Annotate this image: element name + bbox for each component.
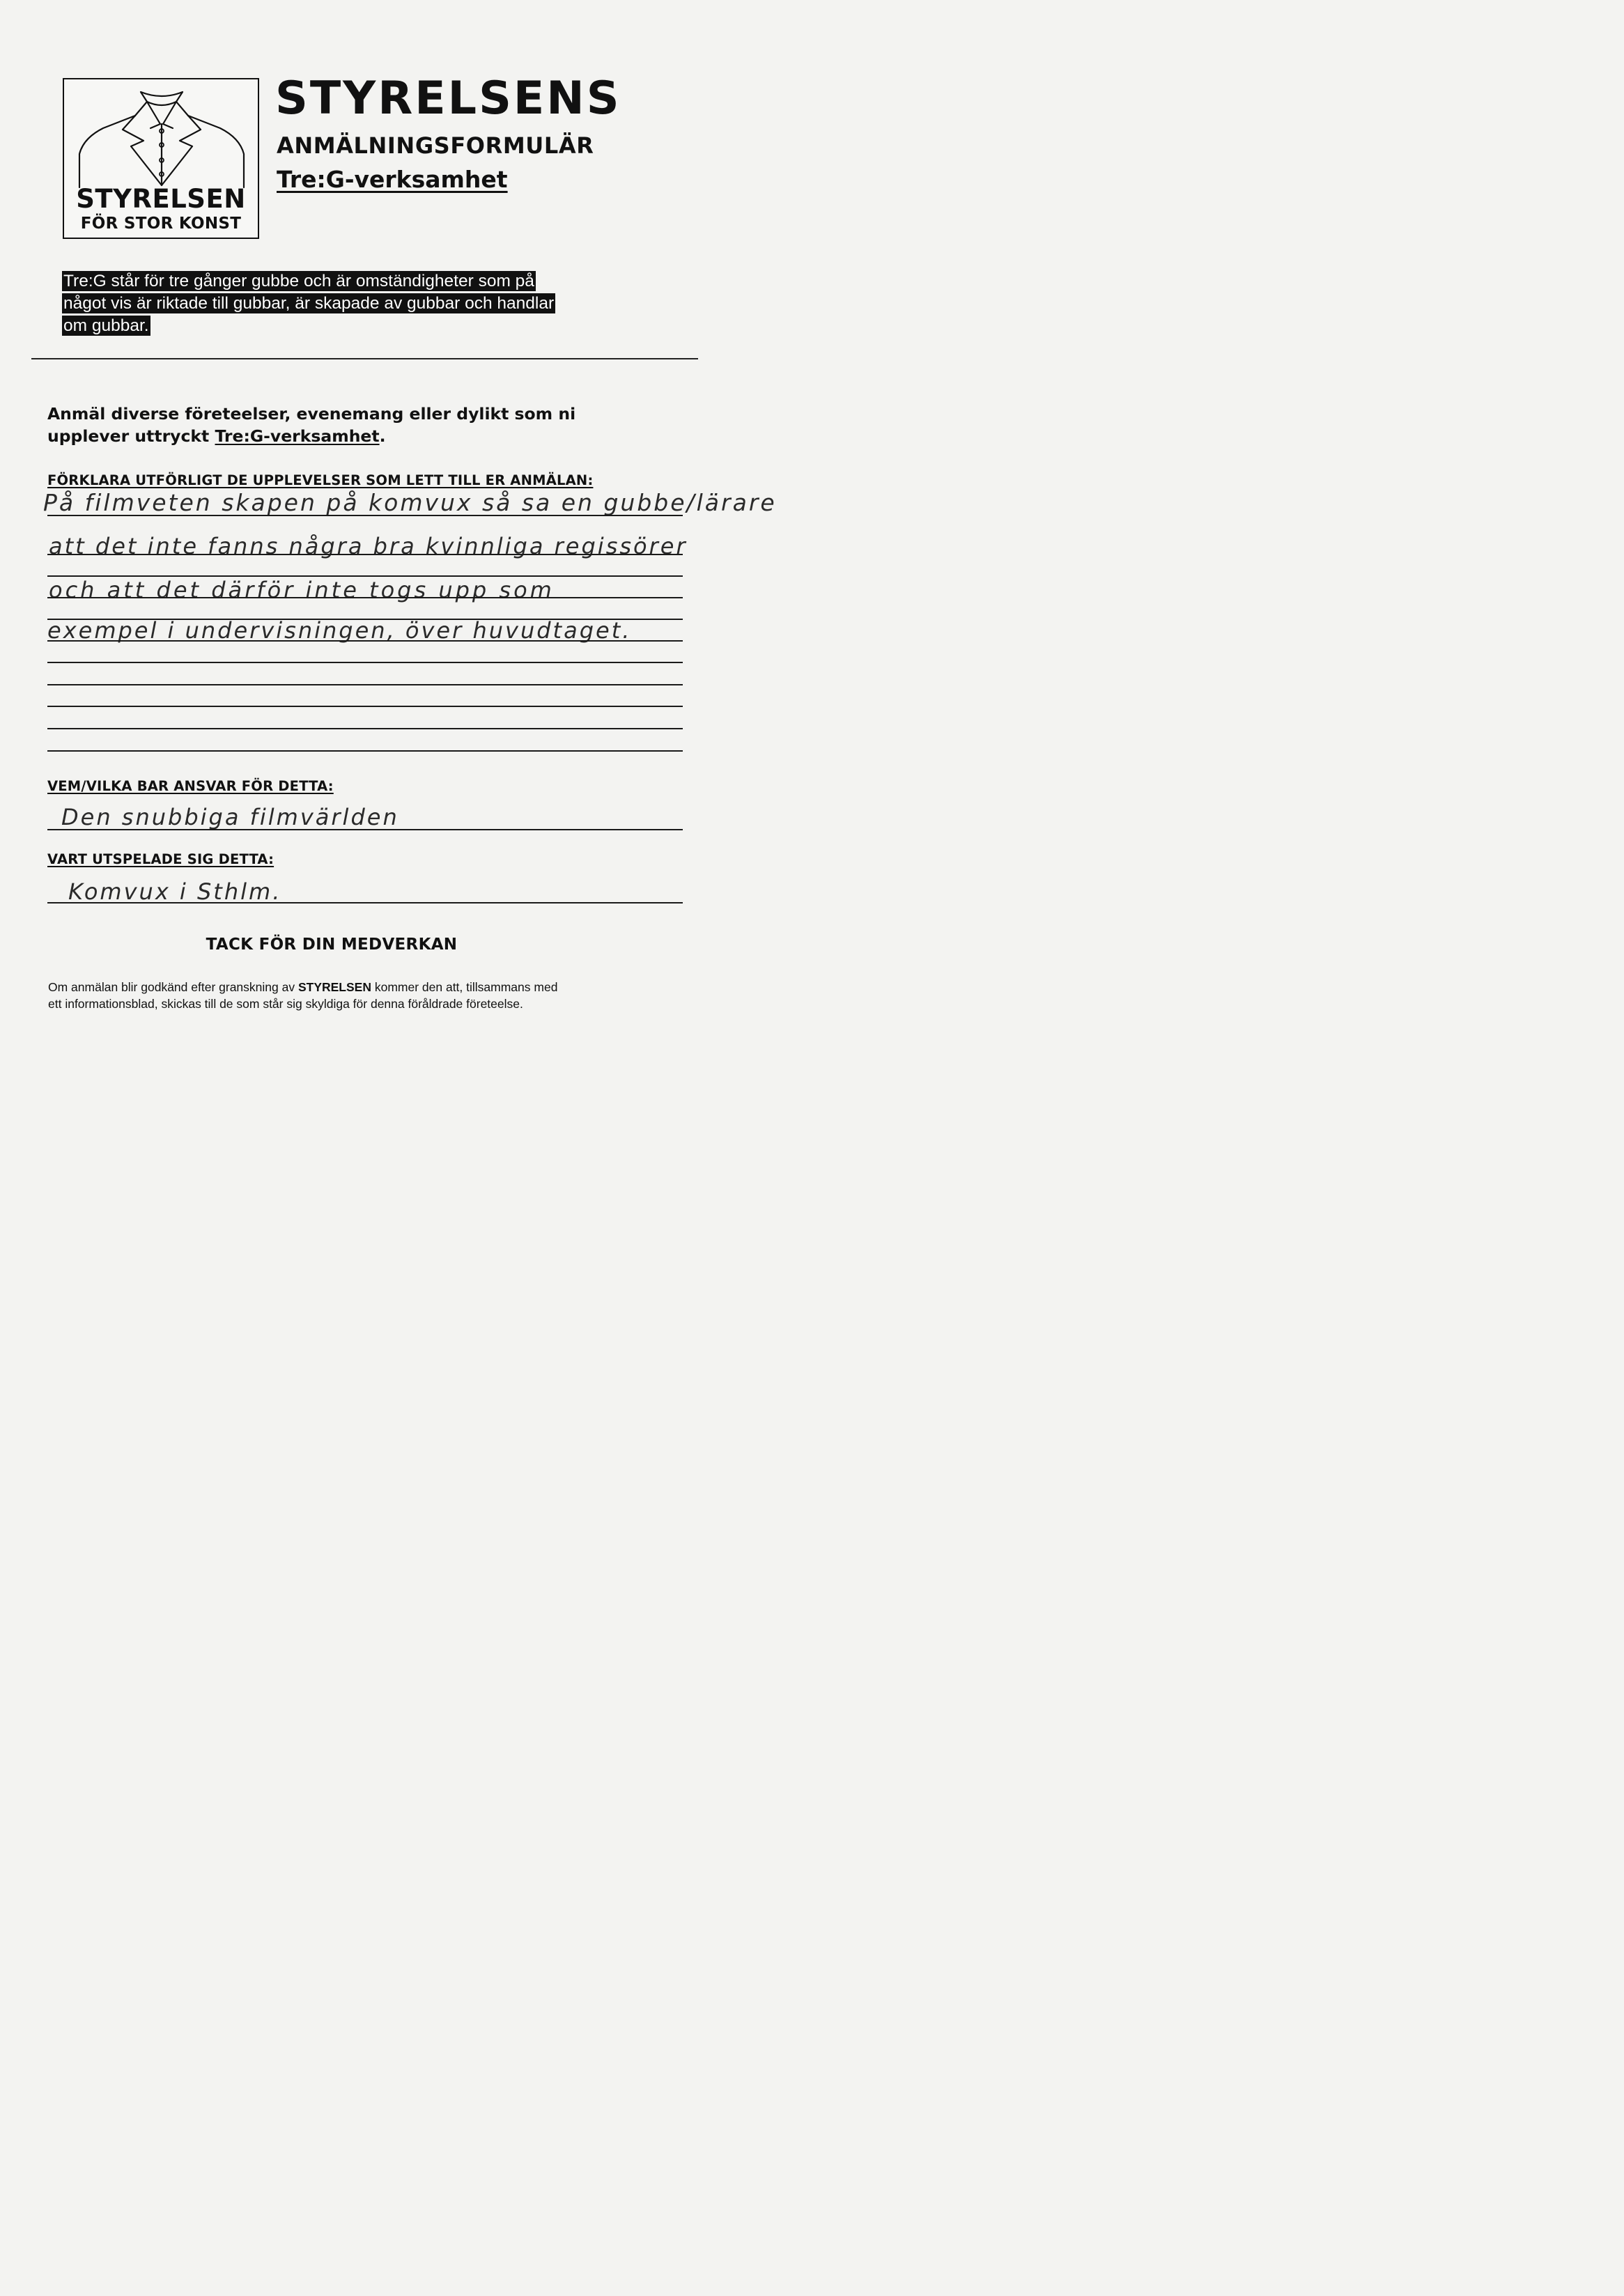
logo [63,78,259,239]
responsible-answer[interactable]: Den snubbiga filmvärlden [61,804,399,830]
form-topic: Tre:G-verksamhet [277,166,508,193]
answer-line [47,597,683,598]
footer-note [48,979,675,1012]
answer-line [47,706,683,707]
explain-label: FÖRKLARA UTFÖRLIGT DE UPPLEVELSER SOM LETT TILL ER ANMÄLAN: [47,472,594,488]
intro-text [47,403,647,447]
logo-title: STYRELSEN [76,184,246,214]
answer-line [47,640,683,642]
banner-line-2: något vis är riktade till gubbar, är skapade av gubbar och handlar [63,294,555,313]
definition-banner [62,270,640,337]
answer-line [47,662,683,663]
footer-line-2: ett informationsblad, skickas till de som står sig skyldiga för denna föråldrade företeelse. [48,997,523,1011]
banner-line-3: om gubbar. [63,316,149,335]
divider [31,358,698,359]
shirt-collar-icon [74,88,249,192]
footer-line-1-prefix: Om anmälan blir godkänd efter granskning av [48,980,298,994]
banner-line-1: Tre:G står för tre gånger gubbe och är omständigheter som på [63,272,534,290]
intro-link: Tre:G-verksamhet [215,426,380,446]
location-label: VART UTSPELADE SIG DETTA: [47,851,274,867]
explain-answer-2[interactable]: att det inte fanns några bra kvinnliga regissörer [49,533,688,559]
form-subtitle: ANMÄLNINGSFORMULÄR [277,132,594,159]
thanks-text: TACK FÖR DIN MEDVERKAN [206,936,458,954]
explain-answer-3[interactable]: och att det därför inte togs upp som [49,577,555,603]
intro-line-2-prefix: upplever uttryckt [47,426,215,446]
explain-answer-4[interactable]: exempel i undervisningen, över huvudtaget. [47,617,632,644]
answer-line [47,829,683,830]
footer-brand: STYRELSEN [297,980,371,994]
location-answer[interactable]: Komvux i Sthlm. [68,878,282,905]
form-title: STYRELSENS [275,72,621,125]
intro-line-1: Anmäl diverse företeelser, evenemang eller dylikt som ni [47,404,576,424]
responsible-label: VEM/VILKA BAR ANSVAR FÖR DETTA: [47,778,334,794]
explain-answer-1[interactable]: På filmveten skapen på komvux så sa en gubbe/lärare [43,489,777,516]
answer-line [47,750,683,752]
answer-line [47,684,683,685]
intro-line-2-suffix: . [379,426,386,446]
answer-line [47,554,683,555]
answer-line [47,902,683,903]
logo-subtitle: FÖR STOR KONST [80,215,242,233]
answer-line [47,728,683,729]
footer-line-1-suffix: kommer den att, tillsammans med [371,980,558,994]
answer-line [47,515,683,516]
